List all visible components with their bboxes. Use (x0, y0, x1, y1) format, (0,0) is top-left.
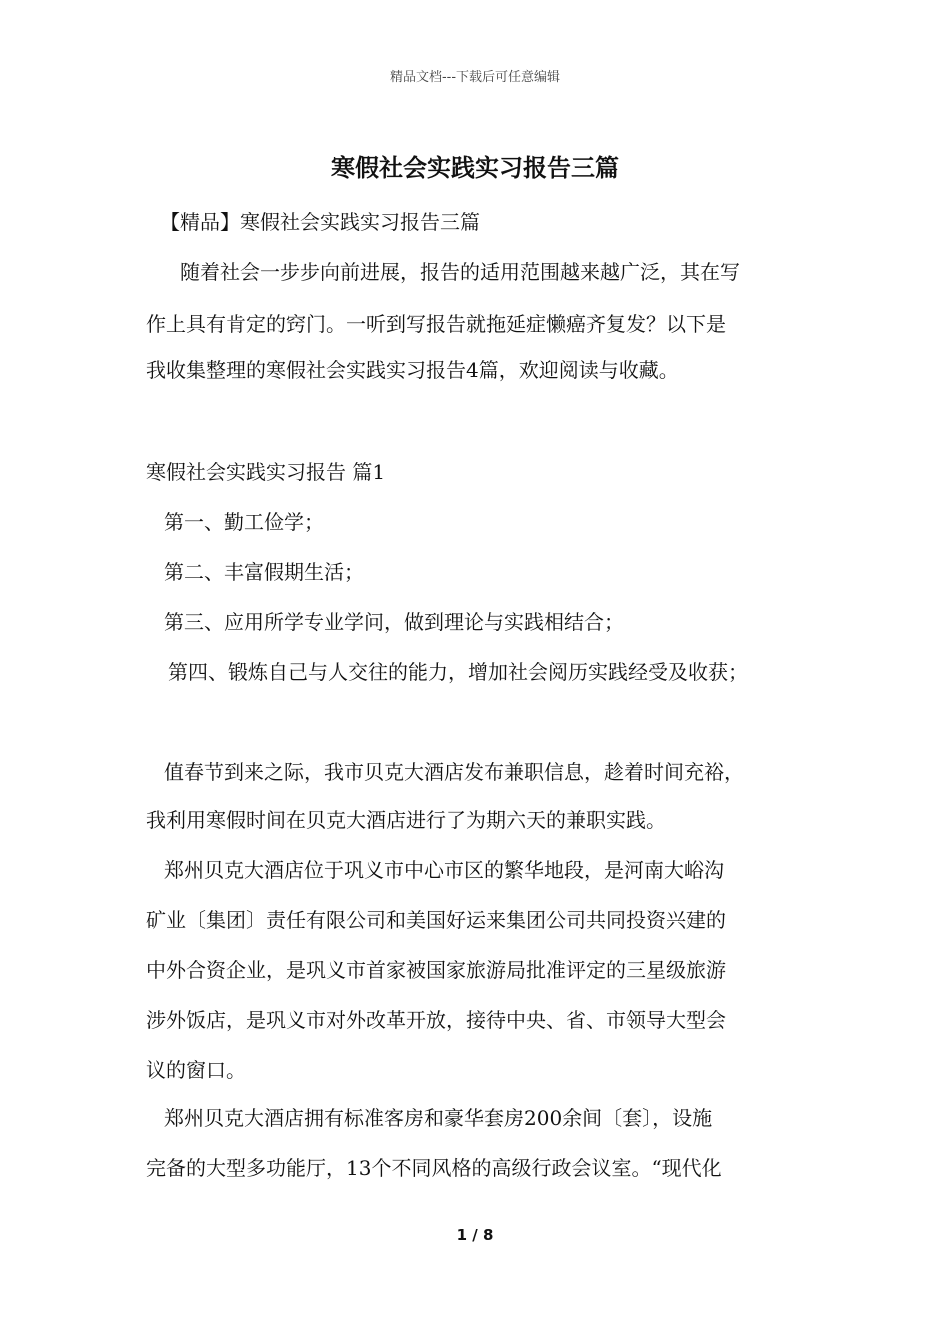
paragraph-line: 郑州贝克大酒店拥有标准客房和豪华套房200余间〔套〕，设施 (164, 1106, 713, 1130)
paragraph-line: 我利用寒假时间在贝克大酒店进行了为期六天的兼职实践。 (146, 808, 666, 832)
paragraph-line: 完备的大型多功能厅，13个不同风格的高级行政会议室。“现代化 (146, 1156, 722, 1180)
paragraph-line: 涉外饭店，是巩义市对外改革开放，接待中央、省、市领导大型会 (146, 1008, 726, 1032)
paragraph-line: 中外合资企业，是巩义市首家被国家旅游局批准评定的三星级旅游 (146, 958, 726, 982)
paragraph-line: 随着社会一步步向前进展，报告的适用范围越来越广泛，其在写 (180, 260, 740, 284)
paragraph-line: 郑州贝克大酒店位于巩义市中心市区的繁华地段，是河南大峪沟 (164, 858, 724, 882)
paragraph-line: 作上具有肯定的窍门。一听到写报告就拖延症懒癌齐复发？以下是 (146, 312, 726, 336)
list-item: 第三、应用所学专业学问，做到理论与实践相结合； (164, 610, 624, 634)
paragraph-line: 矿业〔集团〕责任有限公司和美国好运来集团公司共同投资兴建的 (146, 908, 726, 932)
list-item: 第一、勤工俭学； (164, 510, 324, 534)
page-number: 1 / 8 (456, 1226, 494, 1244)
paragraph-line: 值春节到来之际，我市贝克大酒店发布兼职信息，趁着时间充裕， (164, 760, 744, 784)
subtitle-line: 【精品】寒假社会实践实习报告三篇 (160, 210, 480, 234)
page-header: 精品文档---下载后可任意编辑 (389, 70, 561, 85)
list-item: 第二、丰富假期生活； (164, 560, 364, 584)
paragraph-line: 我收集整理的寒假社会实践实习报告4篇，欢迎阅读与收藏。 (146, 358, 679, 382)
paragraph-line: 议的窗口。 (146, 1058, 246, 1082)
list-item: 第四、锻炼自己与人交往的能力，增加社会阅历实践经受及收获； (168, 660, 748, 684)
section-heading: 寒假社会实践实习报告 篇1 (146, 460, 386, 484)
document-title: 寒假社会实践实习报告三篇 (331, 153, 619, 182)
